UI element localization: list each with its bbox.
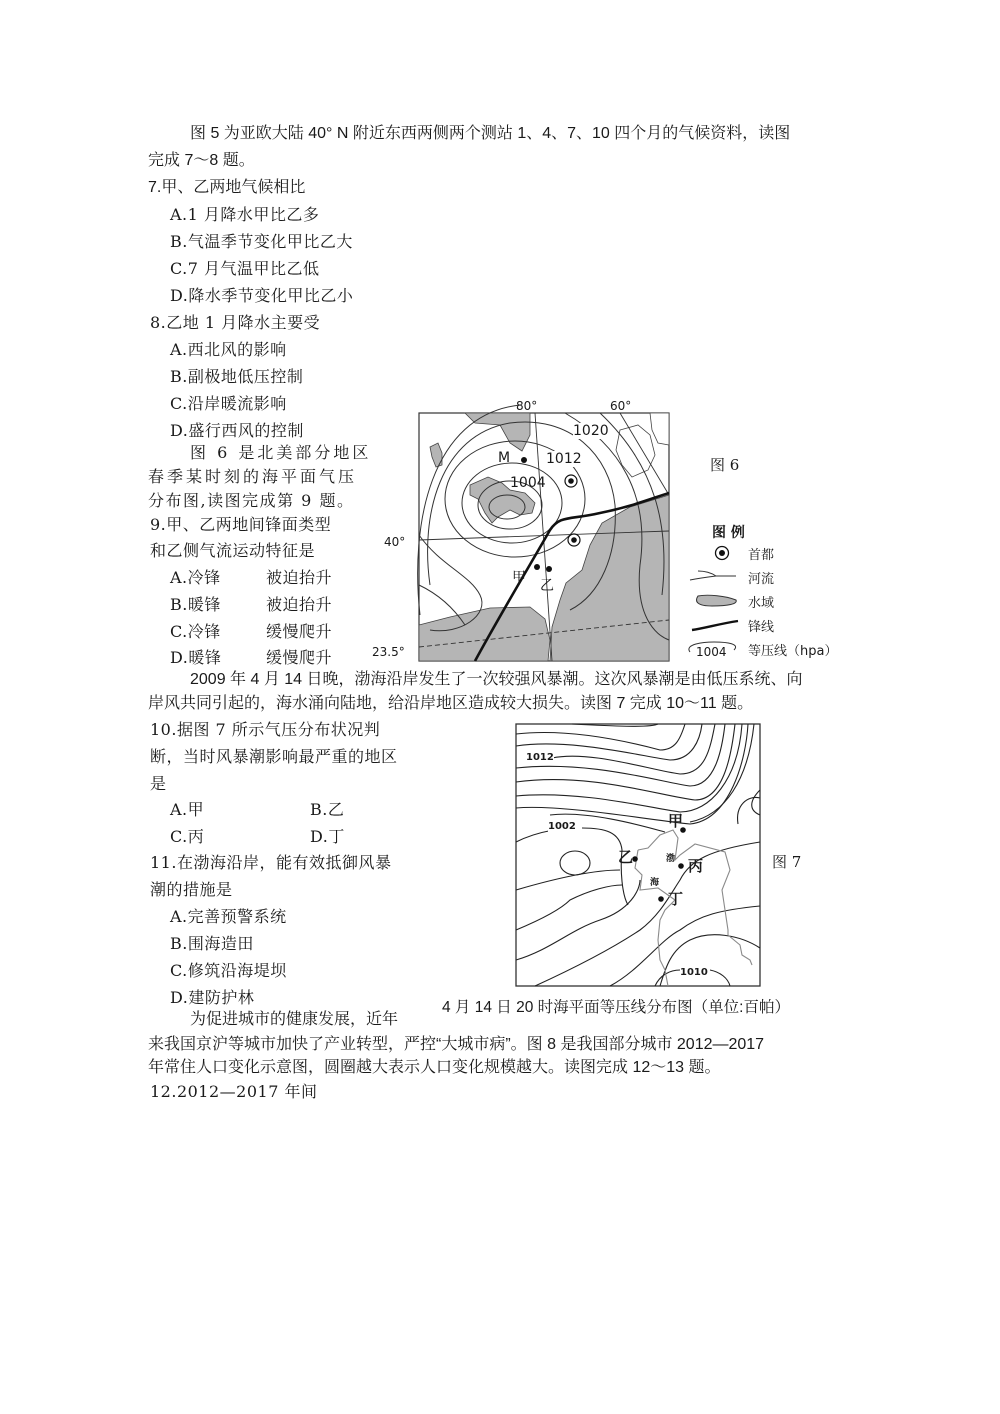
question-9-option-d: D.暖锋 xyxy=(170,648,222,667)
question-12-stem: 12.2012—2017 年间 xyxy=(150,1082,318,1101)
point-label-yi: 乙 xyxy=(540,578,554,594)
figure-7-subtitle: 4 月 14 日 20 时海平面等压线分布图（单位:百帕） xyxy=(442,999,790,1016)
question-8-stem: 8.乙地 1 月降水主要受 xyxy=(150,313,321,332)
legend-title: 图 例 xyxy=(712,525,745,541)
isobar-label-1012: 1012 xyxy=(526,752,554,763)
intro-fig6-line3: 分布图,读图完成第 9 题。 xyxy=(148,491,355,510)
figure-7-isobar-map xyxy=(510,720,770,990)
latitude-label-23-5: 23.5° xyxy=(372,645,405,659)
question-9-option-d-desc: 缓慢爬升 xyxy=(266,648,333,667)
intro-fig6-line1: 图 6 是北美部分地区 xyxy=(190,443,372,462)
isobar-sample-value: 1004 xyxy=(696,645,727,659)
question-9-stem-line2: 和乙侧气流运动特征是 xyxy=(150,541,316,560)
question-11-option-b: B.围海造田 xyxy=(170,934,254,953)
isobar-label-1010: 1010 xyxy=(680,967,708,978)
intro-fig5-line1: 图 5 为亚欧大陆 40° N 附近东西两侧两个测站 1、4、7、10 四个月的气候资料，读图 xyxy=(190,125,791,142)
question-10-stem-line1: 10.据图 7 所示气压分布状况判 xyxy=(150,720,381,739)
longitude-label-80: 80° xyxy=(516,399,538,413)
sea-label-bo: 渤 xyxy=(666,854,676,864)
point-label-yi: 乙 xyxy=(618,848,634,866)
point-m xyxy=(521,457,527,463)
question-8-option-c: C.沿岸暖流影响 xyxy=(170,394,287,413)
question-9-option-a: A.冷锋 xyxy=(170,568,221,587)
intro-fig8-line3: 年常住人口变化示意图，圆圈越大表示人口变化规模越大。读图完成 12～13 题。 xyxy=(148,1059,721,1076)
river-icon xyxy=(688,568,742,586)
question-7-option-a: A.1 月降水甲比乙多 xyxy=(170,205,320,224)
question-7-stem: 7.甲、乙两地气候相比 xyxy=(148,179,306,196)
point-label-bing: 丙 xyxy=(688,857,704,875)
intro-fig6-line2: 春季某时刻的海平面气压 xyxy=(148,467,358,486)
question-9-stem-line1: 9.甲、乙两地间锋面类型 xyxy=(150,515,332,534)
question-11-option-a: A.完善预警系统 xyxy=(170,907,287,926)
sea-label-hai: 海 xyxy=(650,878,660,888)
question-9-option-c: C.冷锋 xyxy=(170,622,221,641)
point-label-ding: 丁 xyxy=(668,890,684,908)
figure-7-caption: 图 7 xyxy=(772,853,802,871)
question-10-option-d: D.丁 xyxy=(310,827,345,846)
question-10-stem-line2: 断，当时风暴潮影响最严重的地区 xyxy=(150,747,398,766)
question-11-stem-line2: 潮的措施是 xyxy=(150,880,233,899)
question-9-option-b-desc: 被迫抬升 xyxy=(266,595,333,614)
intro-fig5-line2: 完成 7～8 题。 xyxy=(148,152,255,169)
front-line-icon xyxy=(688,616,742,634)
latitude-label-40: 40° xyxy=(384,535,406,549)
water-body-icon xyxy=(688,592,742,610)
intro-fig8-line1: 为促进城市的健康发展，近年 xyxy=(190,1011,399,1028)
isobar-label-1002: 1002 xyxy=(548,821,576,832)
longitude-label-60: 60° xyxy=(610,399,632,413)
intro-fig8-line2: 来我国京沪等城市加快了产业转型，严控“大城市病”。图 8 是我国部分城市 2012—2017 xyxy=(148,1036,765,1053)
figure-6-caption: 图 6 xyxy=(710,456,740,474)
capital-icon xyxy=(702,544,742,562)
isobar-label-1012: 1012 xyxy=(546,451,582,467)
question-9-option-c-desc: 缓慢爬升 xyxy=(266,622,333,641)
point-label-jia: 甲 xyxy=(512,570,526,586)
question-10-option-c: C.丙 xyxy=(170,827,205,846)
question-10-option-a: A.甲 xyxy=(170,800,205,819)
question-10-stem-line3: 是 xyxy=(150,774,167,793)
point-label-m: M xyxy=(498,450,511,466)
point-label-jia: 甲 xyxy=(668,812,684,830)
isobar-label-1020: 1020 xyxy=(573,423,609,439)
question-8-option-b: B.副极地低压控制 xyxy=(170,367,304,386)
intro-fig7-line1: 2009 年 4 月 14 日晚，渤海沿岸发生了一次较强风暴潮。这次风暴潮是由低压系统、向 xyxy=(190,671,803,688)
question-9-option-a-desc: 被迫抬升 xyxy=(266,568,333,587)
question-8-option-d: D.盛行西风的控制 xyxy=(170,421,304,440)
question-7-option-b: B.气温季节变化甲比乙大 xyxy=(170,232,353,251)
question-11-option-c: C.修筑沿海堤坝 xyxy=(170,961,287,980)
question-10-option-b: B.乙 xyxy=(310,800,345,819)
question-8-option-a: A.西北风的影响 xyxy=(170,340,287,359)
question-11-option-d: D.建防护林 xyxy=(170,988,255,1007)
isobar-label-1004: 1004 xyxy=(510,475,546,491)
question-11-stem-line1: 11.在渤海沿岸，能有效抵御风暴 xyxy=(150,853,392,872)
question-7-option-c: C.7 月气温甲比乙低 xyxy=(170,259,320,278)
question-9-option-b: B.暖锋 xyxy=(170,595,221,614)
figure-6-pressure-map xyxy=(370,395,680,665)
intro-fig7-line2: 岸风共同引起的，海水涌向陆地，给沿岸地区造成较大损失。读图 7 完成 10～11 题。 xyxy=(148,695,754,712)
question-7-option-d: D.降水季节变化甲比乙小 xyxy=(170,286,354,305)
